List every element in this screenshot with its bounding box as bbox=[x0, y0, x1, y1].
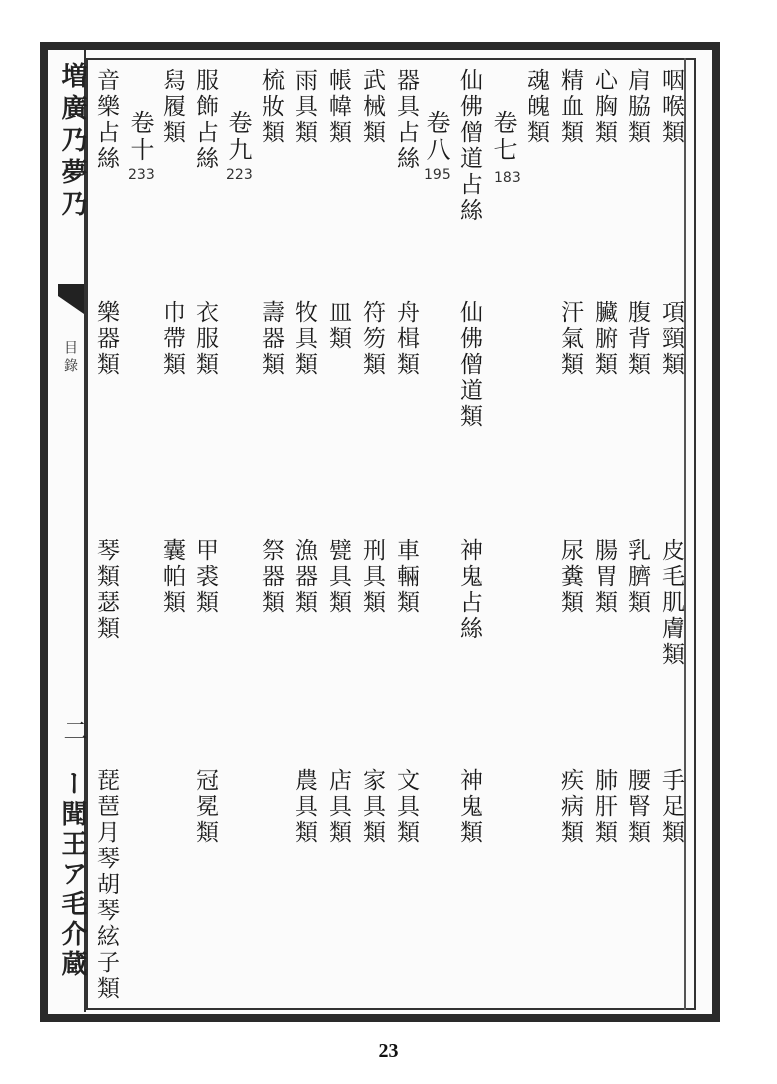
right-rule bbox=[684, 58, 686, 1010]
entry: 手足類 bbox=[658, 768, 684, 846]
entry: 家具類 bbox=[359, 768, 385, 846]
section-label: 目錄 bbox=[62, 340, 78, 376]
entry: 腸胃類 bbox=[591, 538, 617, 616]
entry: 壽器類 bbox=[258, 300, 284, 378]
entry: 皮毛肌膚類 bbox=[658, 538, 684, 668]
entry: 帳幃類 bbox=[325, 68, 351, 146]
entry: 心胸類 bbox=[591, 68, 617, 146]
entry: 漁器類 bbox=[291, 538, 317, 616]
volume-heading: 卷九 bbox=[224, 110, 252, 164]
entry: 牧具類 bbox=[291, 300, 317, 378]
entry: 乳臍類 bbox=[624, 538, 650, 616]
entry: 皿類 bbox=[325, 300, 351, 352]
entry: 肺肝類 bbox=[591, 768, 617, 846]
publisher-imprint: ー聞王ア毛介蔵 bbox=[57, 770, 87, 980]
entry: 囊帕類 bbox=[159, 538, 185, 616]
entry: 臟腑類 bbox=[591, 300, 617, 378]
entry: 肩脇類 bbox=[624, 68, 650, 146]
entry: 琴類瑟類 bbox=[93, 538, 119, 642]
entry: 項頸類 bbox=[658, 300, 684, 378]
entry: 魂魄類 bbox=[523, 68, 549, 146]
entry: 仙佛僧道類 bbox=[456, 300, 482, 430]
entry: 甓具類 bbox=[325, 538, 351, 616]
content-frame bbox=[86, 58, 696, 1010]
entry: 衣服類 bbox=[192, 300, 218, 378]
page-number: 23 bbox=[378, 1040, 399, 1062]
entry: 服飾占絲 bbox=[192, 68, 218, 172]
entry: 文具類 bbox=[393, 768, 419, 846]
page-reference: 233 bbox=[128, 167, 155, 183]
page-reference: 183 bbox=[494, 170, 521, 186]
entry: 器具占絲 bbox=[393, 68, 419, 172]
entry: 刑具類 bbox=[359, 538, 385, 616]
entry: 神鬼占絲 bbox=[456, 538, 482, 642]
entry: 梳妝類 bbox=[258, 68, 284, 146]
entry: 疾病類 bbox=[557, 768, 583, 846]
entry: 樂器類 bbox=[93, 300, 119, 378]
entry: 甲裘類 bbox=[192, 538, 218, 616]
entry: 腰腎類 bbox=[624, 768, 650, 846]
page-reference: 223 bbox=[226, 167, 253, 183]
entry: 冠冕類 bbox=[192, 768, 218, 846]
entry: 農具類 bbox=[291, 768, 317, 846]
entry: 尿糞類 bbox=[557, 538, 583, 616]
volume-heading: 卷十 bbox=[126, 110, 154, 164]
volume-heading: 卷七 bbox=[489, 110, 517, 164]
entry: 汗氣類 bbox=[557, 300, 583, 378]
entry: 符笏類 bbox=[359, 300, 385, 378]
entry: 店具類 bbox=[325, 768, 351, 846]
entry: 祭器類 bbox=[258, 538, 284, 616]
entry: 舟楫類 bbox=[393, 300, 419, 378]
entry: 琵琶月琴胡琴絃子類 bbox=[93, 768, 119, 1002]
entry: 精血類 bbox=[557, 68, 583, 146]
entry: 腹背類 bbox=[624, 300, 650, 378]
entry: 音樂占絲 bbox=[93, 68, 119, 172]
entry: 巾帶類 bbox=[159, 300, 185, 378]
entry: 舄履類 bbox=[159, 68, 185, 146]
entry: 雨具類 bbox=[291, 68, 317, 146]
book-title: 増廣乃夢乃 bbox=[57, 62, 87, 222]
leaf-number: 二 bbox=[59, 718, 87, 752]
volume-heading: 卷八 bbox=[422, 110, 450, 164]
entry: 武械類 bbox=[359, 68, 385, 146]
entry: 仙佛僧道占絲 bbox=[456, 68, 482, 224]
entry: 車輛類 bbox=[393, 538, 419, 616]
entry: 神鬼類 bbox=[456, 768, 482, 846]
entry: 咽喉類 bbox=[658, 68, 684, 146]
page-reference: 195 bbox=[424, 167, 451, 183]
